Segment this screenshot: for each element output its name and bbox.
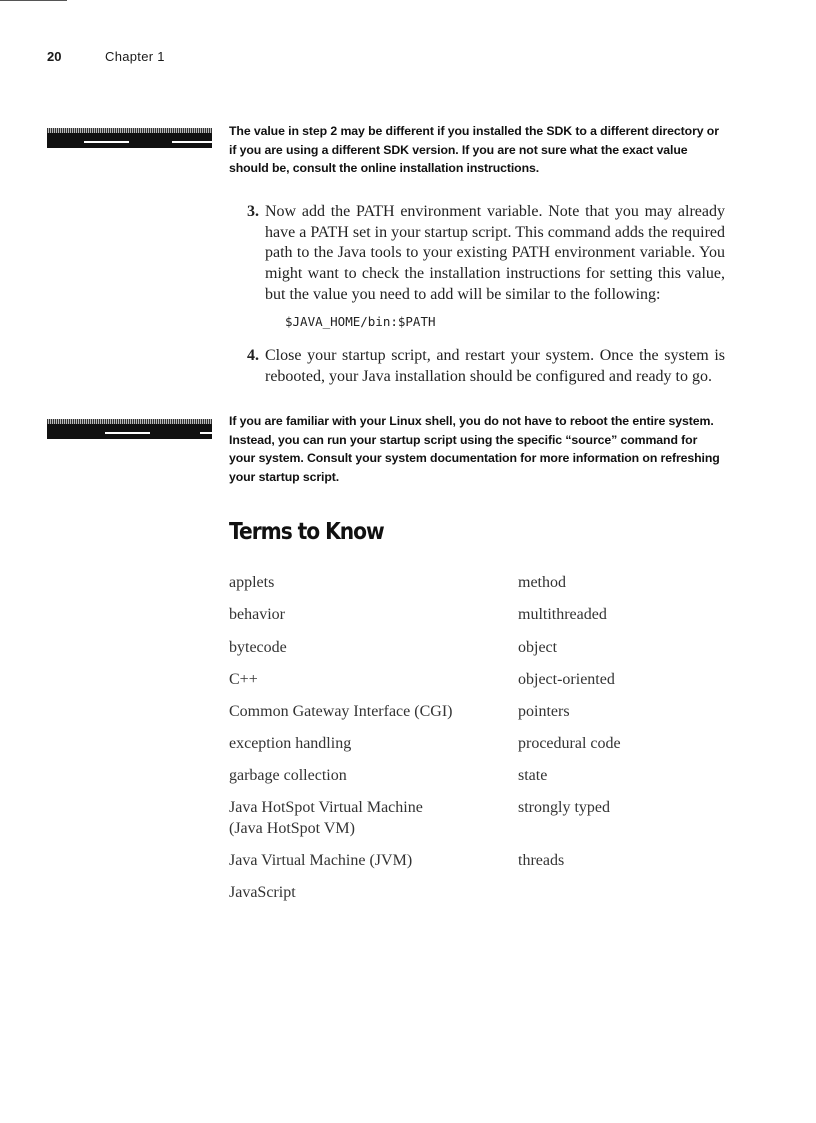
step-item bbox=[247, 346, 725, 387]
term-right: multithreaded bbox=[518, 606, 607, 623]
term-left: applets bbox=[229, 574, 275, 591]
section-title: Terms to Know bbox=[229, 519, 384, 545]
top-rule bbox=[0, 0, 67, 1]
step-item bbox=[247, 202, 725, 306]
note-text: If you are familiar with your Linux shell, you do not have to reboot the entire system. Instead, you can run your startup script using the specific “source” command for your system. Consult your system documentation for more information on refreshing your startup script. bbox=[229, 414, 720, 484]
term-right: strongly typed bbox=[518, 799, 610, 816]
step-number: 3. bbox=[247, 203, 259, 220]
term-right: object bbox=[518, 639, 558, 656]
code-line: $JAVA_HOME/bin:$PATH bbox=[285, 314, 436, 329]
term-left: garbage collection bbox=[229, 767, 347, 784]
note-icon bbox=[47, 128, 212, 148]
term-left: exception handling bbox=[229, 735, 352, 752]
term-right: state bbox=[518, 767, 548, 784]
term-left: Common Gateway Interface (CGI) bbox=[229, 703, 453, 720]
term-left: C++ bbox=[229, 671, 258, 688]
term-left: Java Virtual Machine (JVM) bbox=[229, 852, 413, 869]
step-number: 4. bbox=[247, 347, 259, 364]
step-text: Now add the PATH environment variable. Note that you may already have a PATH set in your startup script. This command adds the required path to the Java tools to your existing PATH environment variable. You might want to check the installation instructions for setting this value, but the value you need to add will be similar to the following: bbox=[265, 203, 725, 303]
term-right: threads bbox=[518, 852, 565, 869]
term-right: procedural code bbox=[518, 735, 621, 752]
term-left: bytecode bbox=[229, 639, 287, 656]
step-text: Close your startup script, and restart your system. Once the system is rebooted, your Java installation should be configured and ready to go. bbox=[265, 347, 725, 385]
term-left: (Java HotSpot VM) bbox=[229, 820, 355, 837]
term-right: object-oriented bbox=[518, 671, 615, 688]
term-right: method bbox=[518, 574, 566, 591]
term-left: JavaScript bbox=[229, 884, 296, 901]
page-number: 20 bbox=[47, 49, 62, 64]
note-icon bbox=[47, 419, 212, 439]
term-left: Java HotSpot Virtual Machine bbox=[229, 799, 423, 816]
term-left: behavior bbox=[229, 606, 285, 623]
chapter-label: Chapter 1 bbox=[105, 49, 165, 64]
term-right: pointers bbox=[518, 703, 570, 720]
note-text: The value in step 2 may be different if you installed the SDK to a different directory or if you are using a different SDK version. If you are not sure what the exact value should be, consult the online installation instructions. bbox=[229, 124, 719, 175]
